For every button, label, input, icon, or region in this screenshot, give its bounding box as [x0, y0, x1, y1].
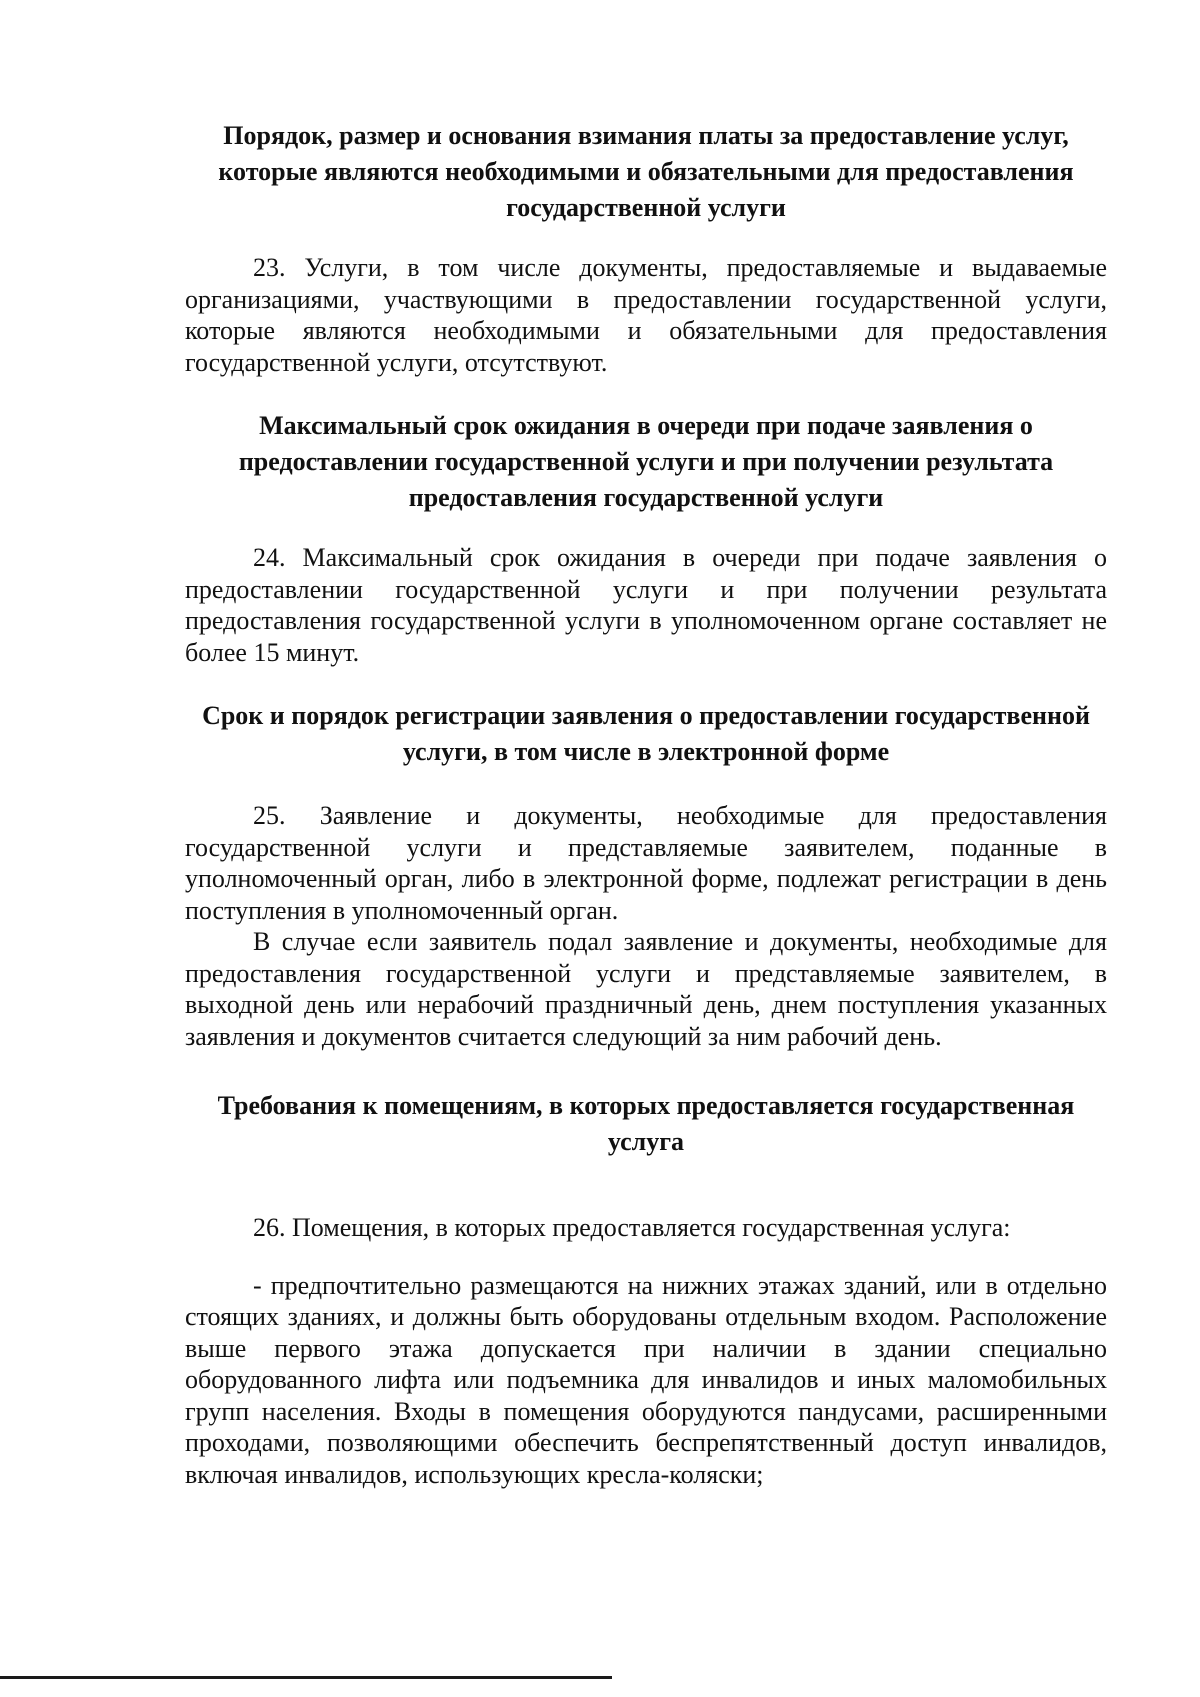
- section-heading-fees: Порядок, размер и основания взимания платы за предоставление услуг, которые являются необходимыми и обязательными для предоставления государственной услуги: [218, 121, 1074, 222]
- document-body: [185, 118, 1107, 1490]
- paragraph-24: 24. Максимальный срок ожидания в очереди при подаче заявления о предоставлении государственной услуги и при получении результата предоставления государственной услуги в уполномоченном органе составляет не более 15 минут.: [185, 543, 1107, 667]
- section-heading-premises: Требования к помещениям, в которых предоставляется государственная услуга: [217, 1091, 1075, 1156]
- section-heading-queue-time: Максимальный срок ожидания в очереди при подаче заявления о предоставлении государственной услуги и при получении результата предоставления государственной услуги: [238, 411, 1054, 512]
- paragraph-26-item-floors: - предпочтительно размещаются на нижних этажах зданий, или в отдельно стоящих зданиях, и должны быть оборудованы отдельным входом. Расположение выше первого этажа допускается при наличии в здании специально оборудованного лифта или подъемника для инвалидов и иных маломобильных групп населения. Входы в помещения оборудуются пандусами, расширенными проходами, позволяющими обеспечить беспрепятственный доступ инвалидов, включая инвалидов, использующих кресла-коляски;: [185, 1270, 1107, 1489]
- bottom-rule: [0, 1676, 612, 1679]
- paragraph-26: 26. Помещения, в которых предоставляется государственная услуга:: [253, 1213, 1011, 1242]
- paragraph-25: 25. Заявление и документы, необходимые для предоставления государственной услуги и представляемые заявителем, поданные в уполномоченный орган, либо в электронной форме, подлежат регистрации в день поступления в уполномоченный орган.: [185, 801, 1107, 925]
- paragraph-25-weekend: В случае если заявитель подал заявление и документы, необходимые для предоставления государственной услуги и представляемые заявителем, в выходной день или нерабочий праздничный день, днем поступления указанных заявления и документов считается следующий за ним рабочий день.: [185, 927, 1107, 1051]
- section-heading-registration: Срок и порядок регистрации заявления о предоставлении государственной услуги, в том числе в электронной форме: [202, 701, 1090, 766]
- paragraph-23: 23. Услуги, в том числе документы, предоставляемые и выдаваемые организациями, участвующими в предоставлении государственной услуги, которые являются необходимыми и обязательными для предоставления государственной услуги, отсутствуют.: [185, 253, 1107, 377]
